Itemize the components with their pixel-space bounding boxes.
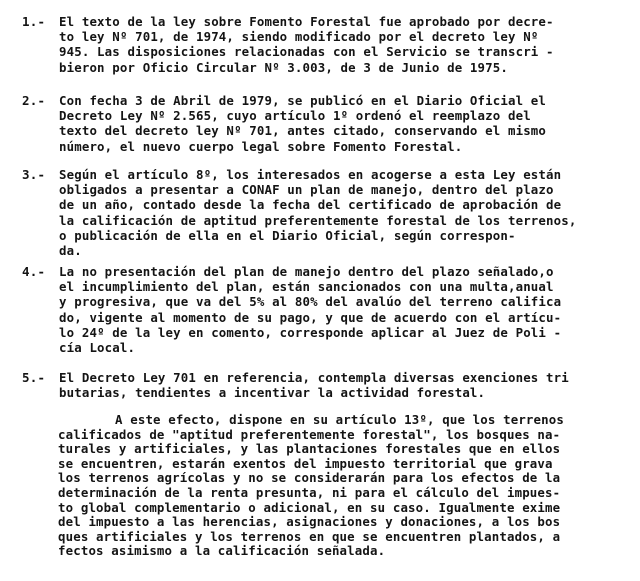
text-line: ques artificiales y los terrenos en que se encuentren plantados, a — [58, 528, 561, 544]
text-line: número, el nuevo cuerpo legal sobre Fomento Forestal. — [59, 138, 463, 154]
text-line: Decreto Ley Nº 2.565, cuyo artículo 1º ordenó el reemplazo del — [59, 108, 531, 124]
text-line: determinación de la renta presunta, ni para el cálculo del impues- — [58, 484, 561, 500]
text-line: cía Local. — [59, 340, 136, 356]
text-line: El Decreto Ley 701 en referencia, contempla diversas exenciones tri — [59, 370, 569, 385]
body-paragraph — [58, 413, 636, 559]
text-line: de un año, contado desde la fecha del certificado de aprobación de — [59, 197, 562, 213]
text-line: los terrenos agrícolas y no se considerarán para los efectos de la — [58, 470, 561, 486]
item-number: 4.- — [22, 264, 46, 279]
text-line: texto del decreto ley Nº 701, antes citado, conservando el mismo — [59, 123, 547, 139]
text-line: o publicación de ella en el Diario Oficial, según correspon- — [59, 227, 516, 243]
item-text — [59, 264, 634, 355]
text-line: Según el artículo 8º, los interesados en acogerse a esta Ley están — [59, 167, 562, 182]
text-line: se encuentren, estarán exentos del impuesto territorial que grava — [58, 455, 553, 471]
item-text — [59, 14, 634, 75]
text-line: A este efecto, dispone en su artículo 13º, que los terrenos — [115, 412, 564, 427]
text-line: Con fecha 3 de Abril de 1979, se publicó en el Diario Oficial el — [59, 93, 547, 108]
text-line: fectos asimismo a la calificación señalada. — [58, 543, 386, 559]
text-line: el incumplimiento del plan, están sancionados con una multa,anual — [59, 279, 554, 295]
text-line: La no presentación del plan de manejo dentro del plazo señalado,o — [59, 264, 554, 279]
text-line: y progresiva, que va del 5% al 80% del avalúo del terreno califica — [59, 294, 562, 310]
text-line: 945. Las disposiciones relacionadas con el Servicio se transcri - — [59, 44, 554, 60]
text-line: la calificación de aptitud preferentemente forestal de los terrenos, — [59, 212, 577, 228]
text-line: to ley Nº 701, de 1974, siendo modificado por el decreto ley Nº — [59, 29, 539, 45]
text-line: turales y artificiales, y las plantaciones forestales que en ellos — [58, 441, 561, 457]
text-line: do, vigente al momento de su pago, y que de acuerdo con el artícu- — [59, 309, 562, 325]
item-number: 5.- — [22, 370, 46, 385]
text-line: El texto de la ley sobre Fomento Forestal fue aprobado por decre- — [59, 14, 554, 29]
text-line: butarias, tendientes a incentivar la actividad forestal. — [59, 385, 486, 401]
text-line: calificados de "aptitud preferentemente forestal", los bosques na- — [58, 426, 561, 442]
text-line: to global complementario o adicional, en su caso. Igualmente exime — [58, 499, 561, 515]
text-line: del impuesto a las herencias, asignaciones y donaciones, a los bos — [58, 514, 561, 530]
item-text — [59, 167, 634, 258]
text-line: lo 24º de la ley en comento, corresponde aplicar al Juez de Poli - — [59, 324, 562, 340]
item-number: 2.- — [22, 93, 46, 108]
item-number: 3.- — [22, 167, 46, 182]
item-number: 1.- — [22, 14, 46, 29]
text-line: obligados a presentar a CONAF un plan de manejo, dentro del plazo — [59, 182, 554, 198]
item-text — [59, 93, 634, 154]
text-line: bieron por Oficio Circular Nº 3.003, de 3 de Junio de 1975. — [59, 59, 508, 75]
item-text — [59, 370, 634, 400]
text-line: da. — [59, 243, 82, 259]
